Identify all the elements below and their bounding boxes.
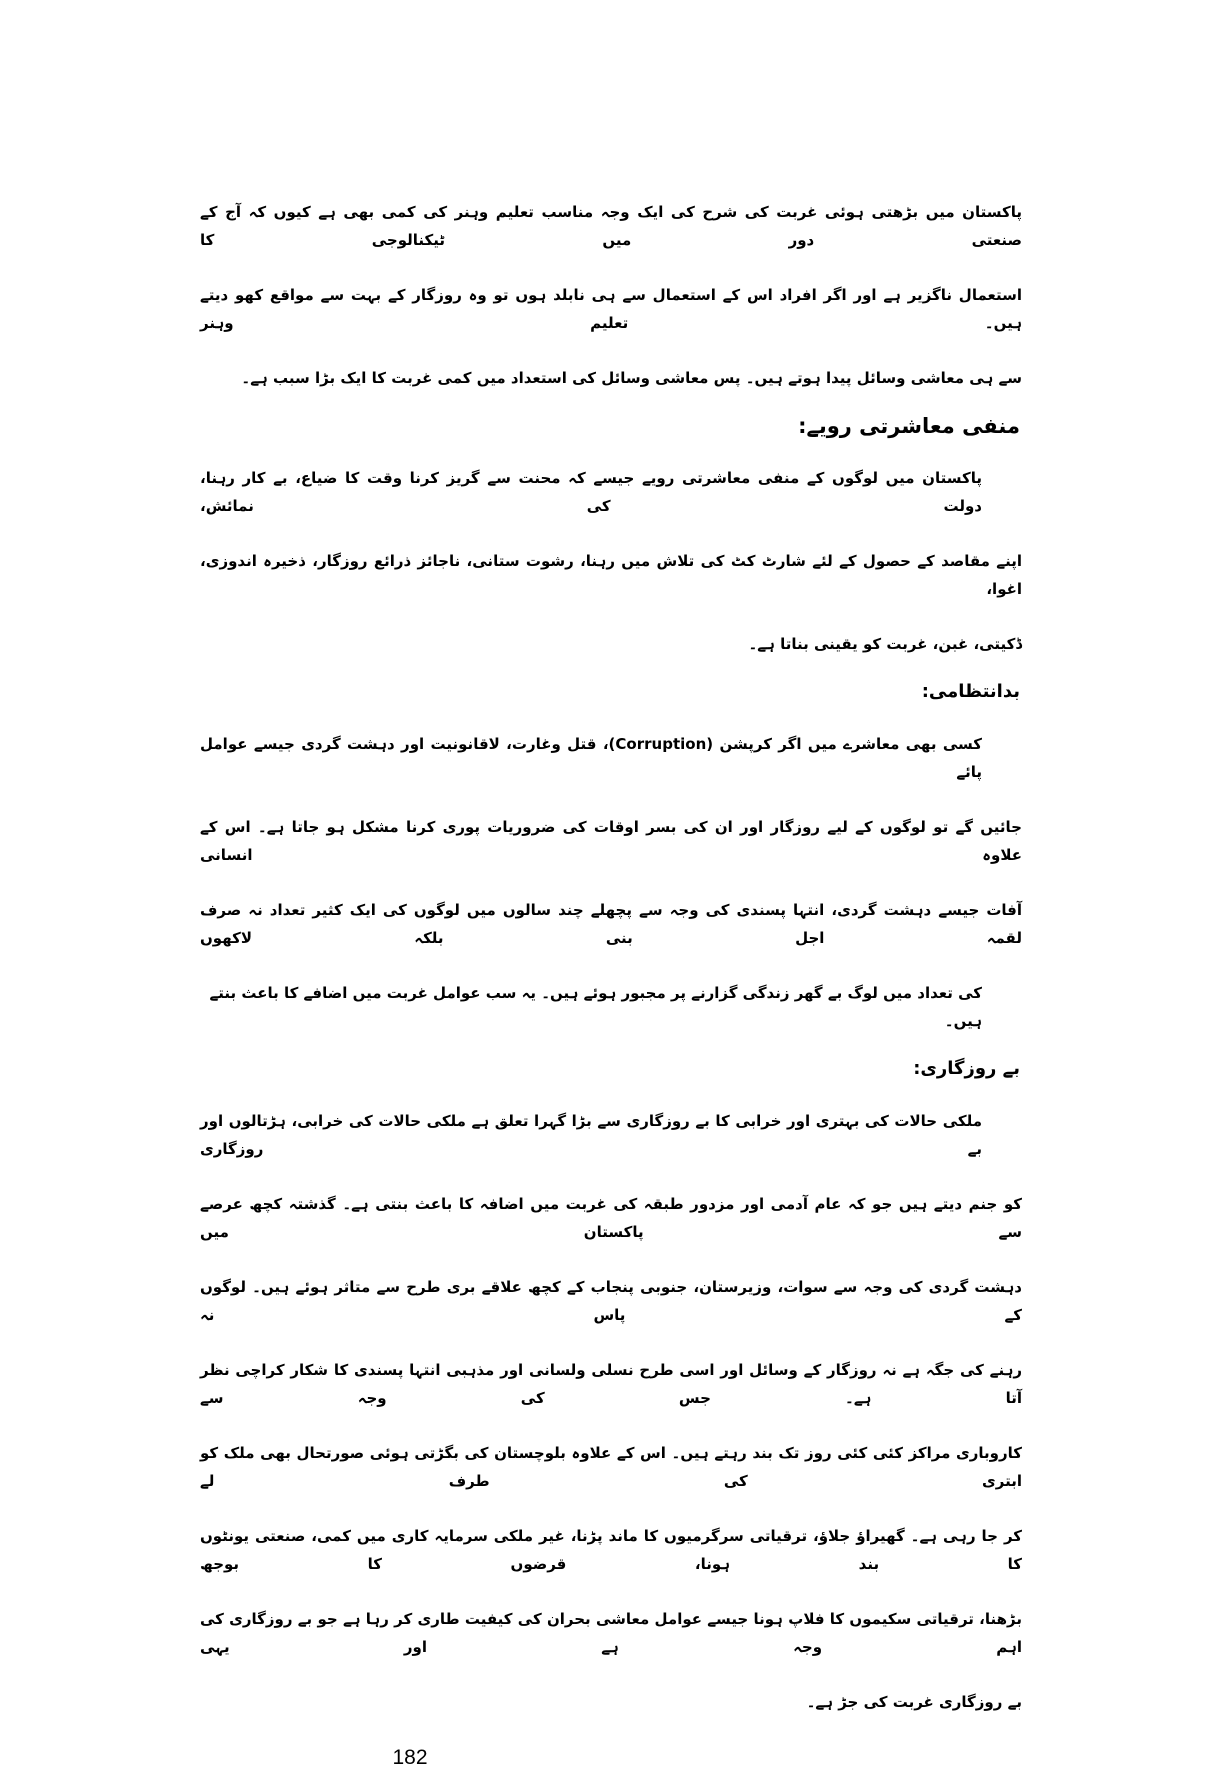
text-line: ملکی حالات کی بہتری اور خرابی کا بے روزگاری سے بڑا گہرا تعلق ہے ملکی حالات کی خرابی، ہڑتالوں اور بے روزگاری <box>200 1112 982 1158</box>
text-line: پاکستان میں لوگوں کے منفی معاشرتی رویے جیسے کہ محنت سے گریز کرنا وقت کا ضیاع، بے کار رہنا، دولت کی نمائش، <box>200 469 982 515</box>
section-heading-mismanagement: بدانتظامی: <box>921 681 1020 702</box>
text-line: کو جنم دیتے ہیں جو کہ عام آدمی اور مزدور طبقہ کی غربت میں اضافہ کا باعث بنتی ہے۔ گذشتہ کچھ عرصے سے پاکستان میں <box>200 1195 1022 1241</box>
document-page <box>200 198 1022 1770</box>
text-line: کاروباری مراکز کئی کئی روز تک بند رہتے ہیں۔ اس کے علاوہ بلوچستان کی بگڑتی ہوئی صورتحال بھی ملک کو ابتری کی طرف لے <box>200 1444 1022 1490</box>
text-line: سے ہی معاشی وسائل پیدا ہوتے ہیں۔ پس معاشی وسائل کی استعداد میں کمی غربت کا ایک بڑا سبب ہے۔ <box>241 369 1022 387</box>
section-heading-negative-attitudes: منفی معاشرتی رویے: <box>798 414 1020 438</box>
text-line: استعمال ناگزیر ہے اور اگر افراد اس کے استعمال سے ہی نابلد ہوں تو وہ روزگار کے بہت سے مواقع کھو دیتے ہیں۔ تعلیم وہنر <box>200 286 1022 332</box>
text-line: جائیں گے تو لوگوں کے لیے روزگار اور ان کی بسر اوقات کی ضروریات پوری کرنا مشکل ہو جاتا ہے۔ اس کے علاوہ انسانی <box>200 818 1022 864</box>
text-line: بے روزگاری غربت کی جڑ ہے۔ <box>806 1693 1022 1711</box>
text-line: پاکستان میں بڑھتی ہوئی غربت کی شرح کی ایک وجہ مناسب تعلیم وہنر کی کمی بھی ہے کیوں کہ آج کے صنعتی دور میں ٹیکنالوجی کا <box>200 203 1022 249</box>
text-line: آفات جیسے دہشت گردی، انتہا پسندی کی وجہ سے پچھلے چند سالوں میں لوگوں کی ایک کثیر تعداد نہ صرف لقمہ اجل بنی بلکہ لاکھوں <box>200 901 1022 947</box>
section-heading-unemployment: بے روزگاری: <box>913 1058 1020 1079</box>
page-number: 182 <box>392 1746 428 1769</box>
text-line: ڈکیتی، غبن، غربت کو یقینی بناتا ہے۔ <box>748 635 1022 653</box>
text-line: کسی بھی معاشرے میں اگر کرپشن (Corruption)، قتل وغارت، لاقانونیت اور دہشت گردی جیسے عوامل پائے <box>200 735 982 781</box>
intro-paragraph <box>200 198 1022 392</box>
text-line: دہشت گردی کی وجہ سے سوات، وزیرستان، جنوبی پنجاب کے کچھ علاقے بری طرح سے متاثر ہوئے ہیں۔ لوگوں کے پاس نہ <box>200 1278 1022 1324</box>
text-line: کر جا رہی ہے۔ گھیراؤ جلاؤ، ترقیاتی سرگرمیوں کا ماند پڑنا، غیر ملکی سرمایہ کاری میں کمی، صنعتی یونٹوں کا بند ہونا، قرضوں کا بوجھ <box>200 1527 1022 1573</box>
text-line: رہنے کی جگہ ہے نہ روزگار کے وسائل اور اسی طرح نسلی ولسانی اور مذہبی انتہا پسندی کا شکار کراچی نظر آتا ہے۔ جس کی وجہ سے <box>200 1361 1022 1407</box>
negative-attitudes-paragraph <box>200 464 1022 658</box>
text-line: اپنے مقاصد کے حصول کے لئے شارٹ کٹ کی تلاش میں رہنا، رشوت ستانی، ناجائز ذرائع روزگار، ذخیرہ اندوزی، اغوا، <box>200 552 1022 598</box>
unemployment-paragraph <box>200 1107 1022 1716</box>
text-line: کی تعداد میں لوگ بے گھر زندگی گزارنے پر مجبور ہوئے ہیں۔ یہ سب عوامل غربت میں اضافے کا باعث بنتے ہیں۔ <box>209 984 982 1030</box>
mismanagement-paragraph <box>200 730 1022 1035</box>
text-line: بڑھنا، ترقیاتی سکیموں کا فلاپ ہونا جیسے عوامل معاشی بحران کی کیفیت طاری کر رہا ہے جو بے روزگاری کی اہم وجہ ہے اور یہی <box>200 1610 1022 1656</box>
